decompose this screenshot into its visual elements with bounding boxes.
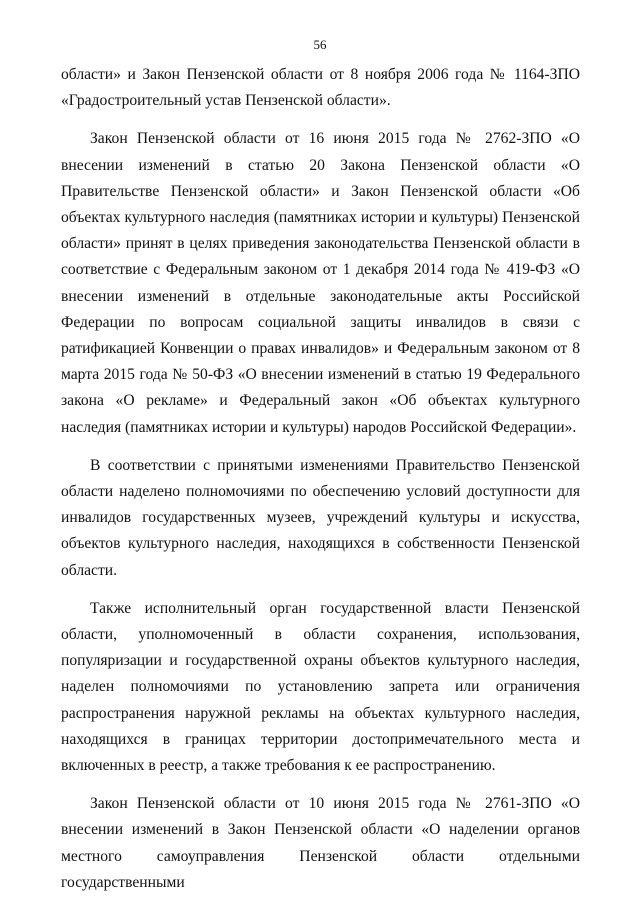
page-number: 56 [313,37,327,52]
document-body [61,62,580,908]
paragraph-law-2762: Закон Пензенской области от 16 июня 2015 года № 2762-ЗПО «О внесении изменений в статью 20 Закона Пензенской области «О Правительстве Пензенской области» и Закон Пензенской области «Об объектах культурного наследия (памятниках истории и культуры) Пензенской области» принят в целях приведения законодательства Пензенской области в соответствие с Федеральным законом от 1 декабря 2014 года № 419-ФЗ «О внесении изменений в отдельные законодательные акты Российской Федерации по вопросам социальной защиты инвалидов в связи с ратификацией Конвенции о правах инвалидов» и Федеральным законом от 8 марта 2015 года № 50-ФЗ «О внесении изменений в статью 19 Федерального закона «О рекламе» и Федеральный закон «Об объектах культурного наследия (памятниках истории и культуры) народов Российской Федерации». [61,130,580,436]
paragraph-government-powers: В соответствии с принятыми изменениями Правительство Пензенской области наделено полномочиями по обеспечению условий доступности для инвалидов государственных музеев, учреждений культуры и искусства, объектов культурного наследия, находящихся в собственности Пензенской области. [61,456,580,579]
paragraph-law-2761: Закон Пензенской области от 10 июня 2015 года № 2761-ЗПО «О внесении изменений в Закон Пензенской области «О наделении органов местного самоуправления Пензенской области отдельными государственными [61,795,580,891]
paragraph-executive-body-powers: Также исполнительный орган государственной власти Пензенской области, уполномоченный в области сохранения, использования, популяризации и государственной охраны объектов культурного наследия, наделен полномочиями по установлению запрета или ограничения распространения наружной рекламы на объектах культурного наследия, находящихся в границах территории достопримечательного места и включенных в реестр, а также требования к ее распространению. [61,599,580,775]
paragraph-continuation: области» и Закон Пензенской области от 8 ноября 2006 года № 1164-ЗПО «Градостроительный устав Пензенской области». [61,66,580,110]
